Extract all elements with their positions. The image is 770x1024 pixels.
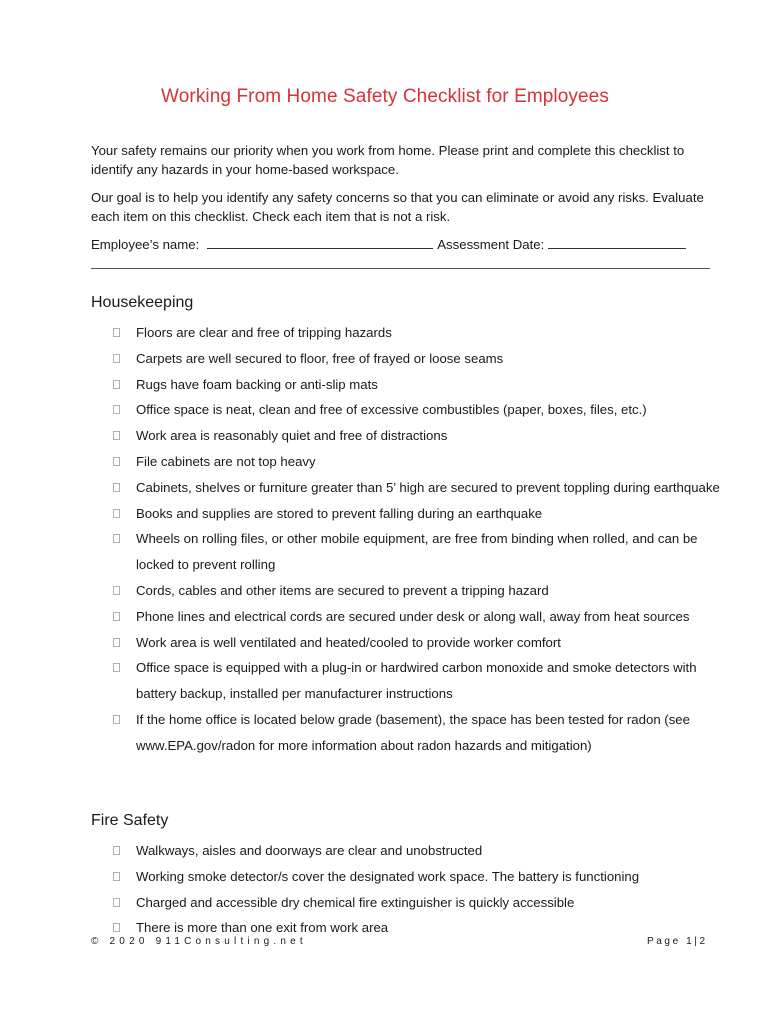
checkbox[interactable] (113, 715, 120, 724)
checklist-item (111, 864, 726, 890)
checkbox[interactable] (113, 483, 120, 492)
checklist-item (111, 630, 726, 656)
assessment-date-field[interactable] (548, 236, 686, 249)
checklist-item (111, 320, 726, 346)
section-heading-housekeeping: Housekeeping (91, 294, 194, 311)
checklist-item-label: Phone lines and electrical cords are secured under desk or along wall, away from heat sources (136, 608, 690, 624)
checklist-item (111, 423, 726, 449)
checkbox[interactable] (113, 612, 120, 621)
checklist-item (111, 707, 726, 759)
checklist-item (111, 346, 726, 372)
checkbox[interactable] (113, 663, 120, 672)
checkbox[interactable] (113, 872, 120, 881)
employee-info-line (91, 235, 686, 254)
checklist-item (111, 372, 726, 398)
name-continuation-line (91, 268, 710, 269)
checklist-item-label: Working smoke detector/s cover the designated work space. The battery is functioning (136, 868, 640, 884)
checklist-item (111, 526, 726, 578)
checklist-item-label: Cords, cables and other items are secured to prevent a tripping hazard (136, 582, 549, 598)
checklist-item (111, 449, 726, 475)
checkbox[interactable] (113, 431, 120, 440)
employee-name-field[interactable] (207, 236, 433, 249)
checklist-item-label: Office space is equipped with a plug-in or hardwired carbon monoxide and smoke detectors with battery backup, installed per manufacturer instructions (136, 660, 697, 702)
section-heading-fire-safety: Fire Safety (91, 812, 169, 829)
employee-name-label: Employee’s name: (91, 237, 200, 252)
checklist-item (111, 890, 726, 916)
assessment-date-label: Assessment Date: (437, 237, 545, 252)
checklist-item (111, 397, 726, 423)
checklist-item (111, 604, 726, 630)
checklist-item-label: Wheels on rolling files, or other mobile equipment, are free from binding when rolled, and can be locked to prevent rolling (136, 531, 698, 573)
page-title: Working From Home Safety Checklist for Employees (161, 86, 609, 107)
checklist-item-label: Office space is neat, clean and free of excessive combustibles (paper, boxes, files, etc.) (136, 402, 647, 418)
checkbox[interactable] (113, 898, 120, 907)
checkbox[interactable] (113, 586, 120, 595)
intro-paragraph-1: Your safety remains our priority when you work from home. Please print and complete this checklist to identify any hazards in your home-based workspace. (91, 143, 685, 177)
checklist-item-label: Walkways, aisles and doorways are clear and unobstructed (136, 843, 483, 858)
checkbox[interactable] (113, 534, 120, 543)
checklist-item-label: Carpets are well secured to floor, free of frayed or loose seams (136, 350, 504, 366)
checkbox[interactable] (113, 457, 120, 466)
checkbox[interactable] (113, 509, 120, 518)
checklist-item (111, 475, 726, 501)
checklist-item-label: Rugs have foam backing or anti-slip mats (136, 376, 378, 392)
checklist-item-label: Cabinets, shelves or furniture greater than 5’ high are secured to prevent toppling during earthquake (136, 479, 720, 495)
footer-page-number: Page 1|2 (647, 936, 708, 947)
housekeeping-checklist (111, 320, 726, 759)
checkbox[interactable] (113, 405, 120, 414)
checklist-item-label: Floors are clear and free of tripping hazards (136, 325, 392, 340)
footer-copyright: © 2020 911Consulting.net (91, 936, 307, 947)
checklist-item-label: Work area is well ventilated and heated/cooled to provide worker comfort (136, 634, 561, 650)
fire-safety-checklist (111, 838, 726, 941)
checklist-item-label: If the home office is located below grade (basement), the space has been tested for radon (see www.EPA.gov/radon for more information about radon hazards and mitigation) (136, 711, 690, 753)
checklist-item-label: File cabinets are not top heavy (136, 453, 316, 469)
checklist-item (111, 838, 726, 864)
checkbox[interactable] (113, 846, 120, 855)
checkbox[interactable] (113, 638, 120, 647)
checklist-item (111, 655, 726, 707)
checkbox[interactable] (113, 380, 120, 389)
checkbox[interactable] (113, 328, 120, 337)
checkbox[interactable] (113, 923, 120, 932)
checklist-item (111, 578, 726, 604)
checklist-item-label: Work area is reasonably quiet and free of distractions (136, 428, 448, 444)
checklist-item (111, 501, 726, 527)
checklist-item-label: Books and supplies are stored to prevent falling during an earthquake (136, 505, 543, 521)
intro-paragraph-2: Our goal is to help you identify any safety concerns so that you can eliminate or avoid any risks. Evaluate each item on this checklist. Check each item that is not a risk. (91, 190, 704, 224)
checkbox[interactable] (113, 354, 120, 363)
checklist-item-label: There is more than one exit from work area (136, 920, 389, 936)
checklist-item-label: Charged and accessible dry chemical fire extinguisher is quickly accessible (136, 894, 575, 910)
